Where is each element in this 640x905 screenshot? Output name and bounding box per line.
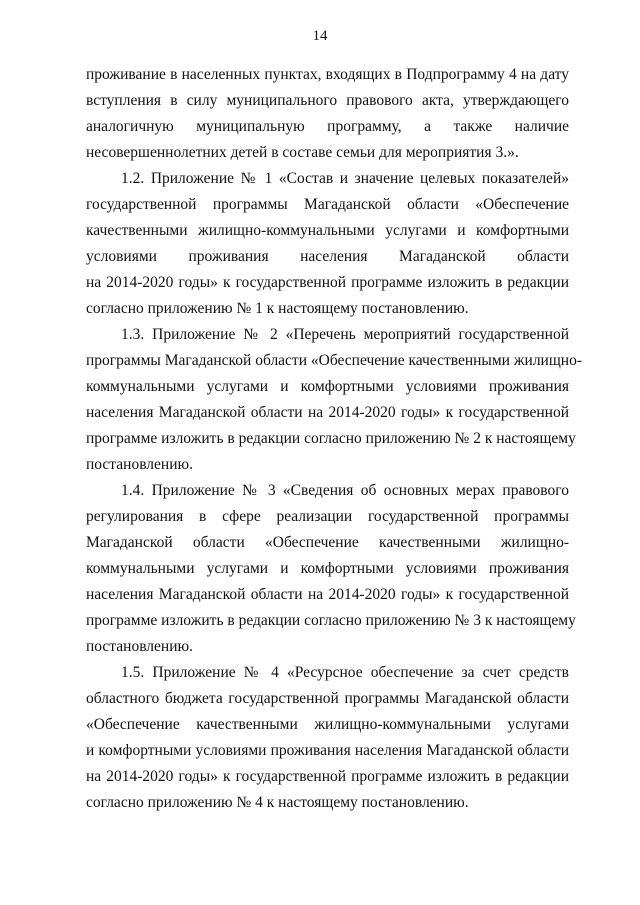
text-line: согласно приложению № 4 к настоящему постановлению. (86, 794, 469, 811)
text-line: государственной программы Магаданской области «Обеспечение (86, 196, 569, 213)
text-line: на 2014-2020 годы» к государственной программе изложить в редакции (86, 274, 569, 291)
text-line: населения Магаданской области на 2014-2020 годы» к государственной (86, 404, 569, 421)
text-line: областного бюджета государственной программы Магаданской области (86, 690, 569, 707)
paragraph-1-5 (86, 660, 569, 816)
text-line: несовершеннолетних детей в составе семьи для мероприятия 3.». (86, 144, 519, 161)
text-line: коммунальными услугами и комфортными условиями проживания (86, 560, 569, 577)
document-body (86, 62, 582, 816)
paragraph-continuation (86, 62, 569, 166)
text-line: Магаданской области «Обеспечение качественными жилищно- (86, 534, 569, 551)
text-line: программы Магаданской области «Обеспечение качественными жилищно- (86, 352, 582, 369)
text-line: постановлению. (86, 638, 193, 655)
page-number: 14 (312, 28, 328, 44)
text-line: на 2014-2020 годы» к государственной программе изложить в редакции (86, 768, 569, 785)
text-line: регулирования в сфере реализации государственной программы (86, 508, 569, 525)
text-line: 1.5. Приложение № 4 «Ресурсное обеспечение за счет средств (121, 664, 569, 681)
text-line: вступления в силу муниципального правового акта, утверждающего (86, 92, 569, 109)
text-line: аналогичную муниципальную программу, а также наличие (86, 118, 569, 135)
text-line: коммунальными услугами и комфортными условиями проживания (86, 378, 569, 395)
text-line: 1.4. Приложение № 3 «Сведения об основных мерах правового (121, 482, 569, 499)
text-line: программе изложить в редакции согласно приложению № 2 к настоящему (86, 430, 576, 447)
text-line: постановлению. (86, 456, 193, 473)
text-line: населения Магаданской области на 2014-2020 годы» к государственной (86, 586, 569, 603)
paragraph-1-4 (86, 478, 576, 660)
text-line: «Обеспечение качественными жилищно-коммунальными услугами (86, 716, 569, 733)
text-line: 1.3. Приложение № 2 «Перечень мероприятий государственной (121, 326, 569, 343)
text-line: качественными жилищно-коммунальными услугами и комфортными (86, 222, 569, 239)
text-line: программе изложить в редакции согласно приложению № 3 к настоящему (86, 612, 576, 629)
text-line: проживание в населенных пунктах, входящих в Подпрограмму 4 на дату (86, 66, 569, 83)
text-line: 1.2. Приложение № 1 «Состав и значение целевых показателей» (121, 170, 569, 187)
text-line: согласно приложению № 1 к настоящему постановлению. (86, 300, 469, 317)
text-line: и комфортными условиями проживания населения Магаданской области (86, 742, 569, 759)
paragraph-1-3 (86, 322, 582, 478)
text-line: условиями проживания населения Магаданской области (86, 248, 569, 265)
paragraph-1-2 (86, 166, 569, 322)
